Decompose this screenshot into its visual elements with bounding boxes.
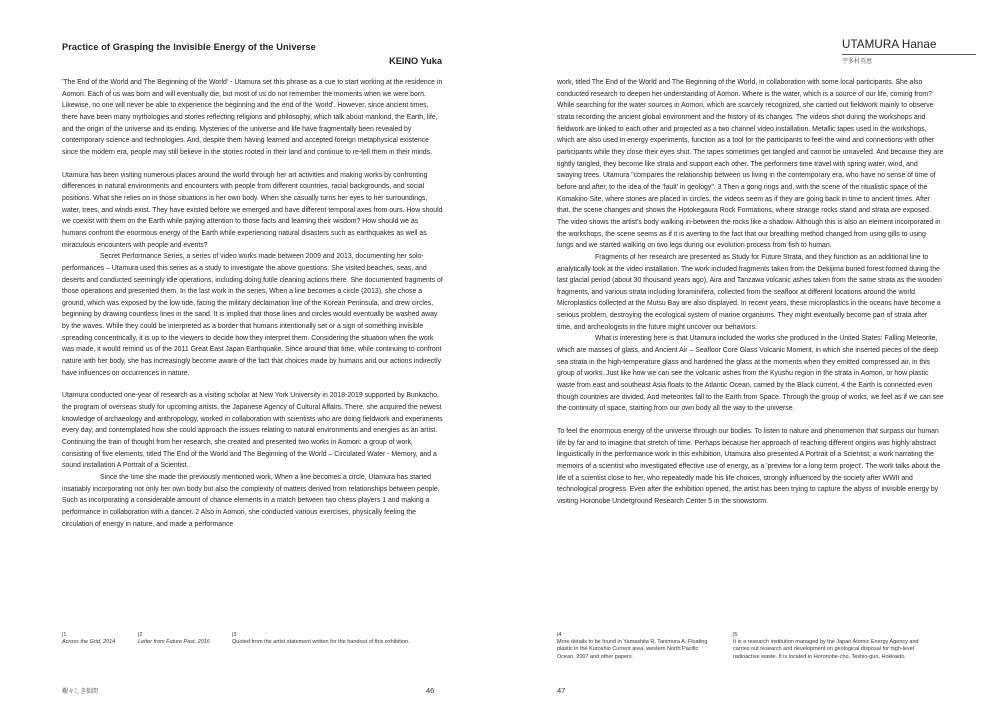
paragraph: Fragments of her research are presented as Study for Future Strata, and they function as an additional line to analytically look at the video installation. The work included fragments taken from the Dekijima buried forest formed during the last glacial period (about 30 thousand years ago), Aira and Tanzawa volcanic ashes taken from the same strata as the wooden fragments, and various strata including foraminifera, collected from the seafloor at different locations around the world. Microplastics collected at the Mutsu Bay are also displayed. In recent years, these microplastics in the oceans have become a serious problem, destroying the ecological system of marine organisms. They might eventually become part of strata after time, and archeologists in the future might uncover our behaviors. bbox=[557, 253, 942, 331]
paragraph: Utamura conducted one-year of research as a visiting scholar at New York University in 2018-2019 supported by Bunkacho, the program of overseas study for upcoming artists, the Japanese Agency of Cultural Affairs. There, she acquired the newest knowledge of archaeology and anthropology, worked in collaboration with scientists who are doing fieldwork and experiments every day, and contemplated how she could approach the issues relating to natural environments and energies as an artist. Continuing the train of thought from her research, she created and presented two works in Aomori: a group of work, consisting of five elements, titled The End of the World and The Beginning of the World – Circulated Water - Memory, and a sound installation A Portrait of a Scientist. bbox=[62, 392, 443, 470]
right-page bbox=[500, 0, 1000, 727]
footnote-text: It is a research institution managed by the Japan Atomic Energy Agency and carries out research and development on geological disposal for high-level radioactive waste. It is located in Horonobe-cho, Teshio-gun, Hokkaido. bbox=[733, 639, 919, 660]
footnote-number: |2 bbox=[138, 632, 143, 638]
page-number: 47 bbox=[557, 686, 566, 695]
left-body-text bbox=[62, 77, 444, 530]
paragraph: Secret Performance Series, a series of video works made between 2009 and 2013, documenting her solo-performances – Utamura used this series as a study to investigate the above questions. She visited beaches, seas, and deserts and conducted seemingly idle operations, including doing futile cleaning actions there. She documented fragments of those operations and presented them. In the last work in the series, When a line becomes a circle (2013), she chose a ground, which was exposed by the low tide, facing the military declamation line of the Korean Peninsula, and drew circles, beginning by drawing countless lines in the sand. It is implied that those lines and circles would eventually be washed away by the waves. While they could be interpreted as a border that humans intentionally set or a sign of something invisible spreading concentrically, it is up to the viewers to decide how they interpret them. Considering the situation when the work was made, it would remind us of the 2011 Great East Japan Earthquake. Since around that time, while continuing to confront nature with her body, she has increasingly become aware of the fact that choices made by humans and our actions indirectly have influences on occurrences in nature. bbox=[62, 253, 443, 377]
footnote-number: |3 bbox=[232, 632, 237, 638]
essay-author: KEINO Yuka bbox=[389, 56, 442, 66]
footnote bbox=[733, 632, 933, 661]
folio-label: 艱々しき拙間 bbox=[62, 689, 99, 695]
footnote-text: Across the Grid, 2014 bbox=[62, 639, 116, 646]
footnote-number: |4 bbox=[557, 632, 562, 638]
footnote-text: Quoted from the artist statement written for the handout of this exhibition. bbox=[232, 639, 410, 646]
paragraph: work, titled The End of the World and The Beginning of the World, in collaboration with some local participants. She also conducted research to deepen her understanding of Aomori. Where is the water, which is a source of our life, coming from? While searching for the water sources in Aomori, which are scarcely recognized, she carried out fieldwork mainly to observe strata recording the ancient global environment and the history of its changes. The videos shot during the workshops and fieldwork are linked to each other and projected as a two channel video installation. Metallic tapes used in the workshops, which are also used in energy experiments, function as a tool for the participants to feel the wind and connections with other participants while they close their eyes shut. The tapes sometimes get tangled and cannot be unraveled. And because they are tightly tangled, they become like strata and support each other. The performers time travel with spring water, wind, and swaying trees. Utamura "compares the relationship between us living in the contemporary era, who have no sense of time of before and after, to the idea of the 'fault' in geology". 3 Then a gong rings and, with the scene of the ritualistic space of the Komakino Site, where stones are placed in circles, the videos seem as if they are going back in time to ancient times. After that, the scene changes and shows the Hotokegaura Rock Formations, where strange rocks stand and strata are exposed. The video shows the artist's body walking in-between the rocks like a shadow. Although this is also an element incorporated in the workshops, the scene seems as if it is averting to the fact that our breathing method changed from using gills to using lungs and we started walking on two legs during our evolution process from fish to human. bbox=[557, 79, 944, 250]
footnote bbox=[232, 632, 447, 646]
footnote bbox=[557, 632, 717, 661]
paragraph: Since the time she made the previously mentioned work, When a line becomes a circle, Utamura has started insatiably incorporating not only her own body but also the complexity of matters derived from relationships between people. Such as incorporating a considerable amount of chance elements in a match between two chess players 1 and making a performance in collaboration with a dancer. 2 Also in Aomori, she conducted various exercises, physically feeling the circulation of energy in nature, and made a performance bbox=[62, 474, 440, 528]
artist-name-japanese: 宇多村英恵 bbox=[842, 59, 873, 65]
footnote-text: More details to be found in Yamashita R, Tanimura A. Floating plastic in the Kuroshio Current area, western North Pacific Ocean. 2007 and other papers. bbox=[557, 639, 708, 660]
essay-title: Practice of Grasping the Invisible Energy of the Universe bbox=[62, 42, 316, 52]
footnote-text: Letter from Future Past, 2016 bbox=[138, 639, 210, 646]
paragraph: 'The End of the World and The Beginning of the World' - Utamura set this phrase as a cue to start working at the residence in Aomori. Each of us was born and will eventually die, but most of us do not remember the moments when we were born. Likewise, no one will never be able to experience the beginning and the end of the 'world'. However, since ancient times, there have been many mythologies and stories reflecting religions and philosophy, which talk about mankind, the Earth, life, and the origin of the universe and its ending. Mysteries of the universe and life have fragmentally been revealed by contemporary science and technologies. And, despite them having learned and accepted foreign metaphysical existence since the modern era, people may still believe in the stories rooted in their land and continue to re-tell them in their minds. bbox=[62, 79, 443, 156]
page-number: 46 bbox=[426, 686, 435, 695]
artist-name: UTAMURA Hanae bbox=[842, 38, 937, 51]
footnote bbox=[62, 632, 122, 646]
footnote bbox=[138, 632, 218, 646]
footnote-number: |5 bbox=[733, 632, 738, 638]
paragraph: To feel the enormous energy of the universe through our bodies. To listen to nature and phenomenon that surpass our human life by far and to imagine that stretch of time. Perhaps because her approach of reaching different origins was highly abstract linguistically in the performance work in this exhibition, Utamura also presented A Portrait of a Scientist; a work narrating the memoirs of a scientist who investigated effective use of energy, as a 'preview for a long term project'. The work talks about the life of a scientist close to her, who repeatedly made his life choices, strongly influenced by the society after WWII and technological progress. Even after the exhibition opened, the artist has been trying to capture the abyss of invisible energy by visiting Horonobe Underground Research Center 5 in the snowstorm. bbox=[557, 428, 941, 505]
paragraph: Utamura has been visiting numerous places around the world through her art activities and making works by confronting differences in natural environments and encounters with people from different countries, racial backgrounds, and social positions. What she relies on in those situations is her own body. When she casually turns her eyes to her surroundings, water, trees, and winds exist. They have existed before we emerged and have different temporal axes from ours. How should we coexist with them on the Earth while paying attention to those facts and learning their wisdom? How should we as humans confront the enormous energy of the Earth while experiencing natural disasters such as earthquakes as well as miraculous encounters with people and events? bbox=[62, 171, 443, 249]
right-body-text bbox=[557, 77, 944, 508]
artist-name-rule bbox=[842, 54, 976, 55]
paragraph: What is interesting here is that Utamura included the works she produced in the United States: Falling Meteorite, which are masses of glass, and Ancient Air – Seafloor Core Glass Volcanic Moment, in which she inserted pieces of the deep sea strata in the high-temperature glass and hardened the glass at the moments when they emitted compressed air, in this group of works. Just like how we can see the volcanic ashes from the Kyushu region in the strata in Aomori, or how plastic waste from east and southeast Asia floats to the Atlantic Ocean, carried by the Black current, 4 the Earth is connected even though countries are divided. And meteorites fall to the Earth from Space. Through the group of works, we feel as if we can see the continuity of space, starting from our own body all the way to the universe. bbox=[557, 335, 944, 413]
footnote-number: |1 bbox=[62, 632, 67, 638]
